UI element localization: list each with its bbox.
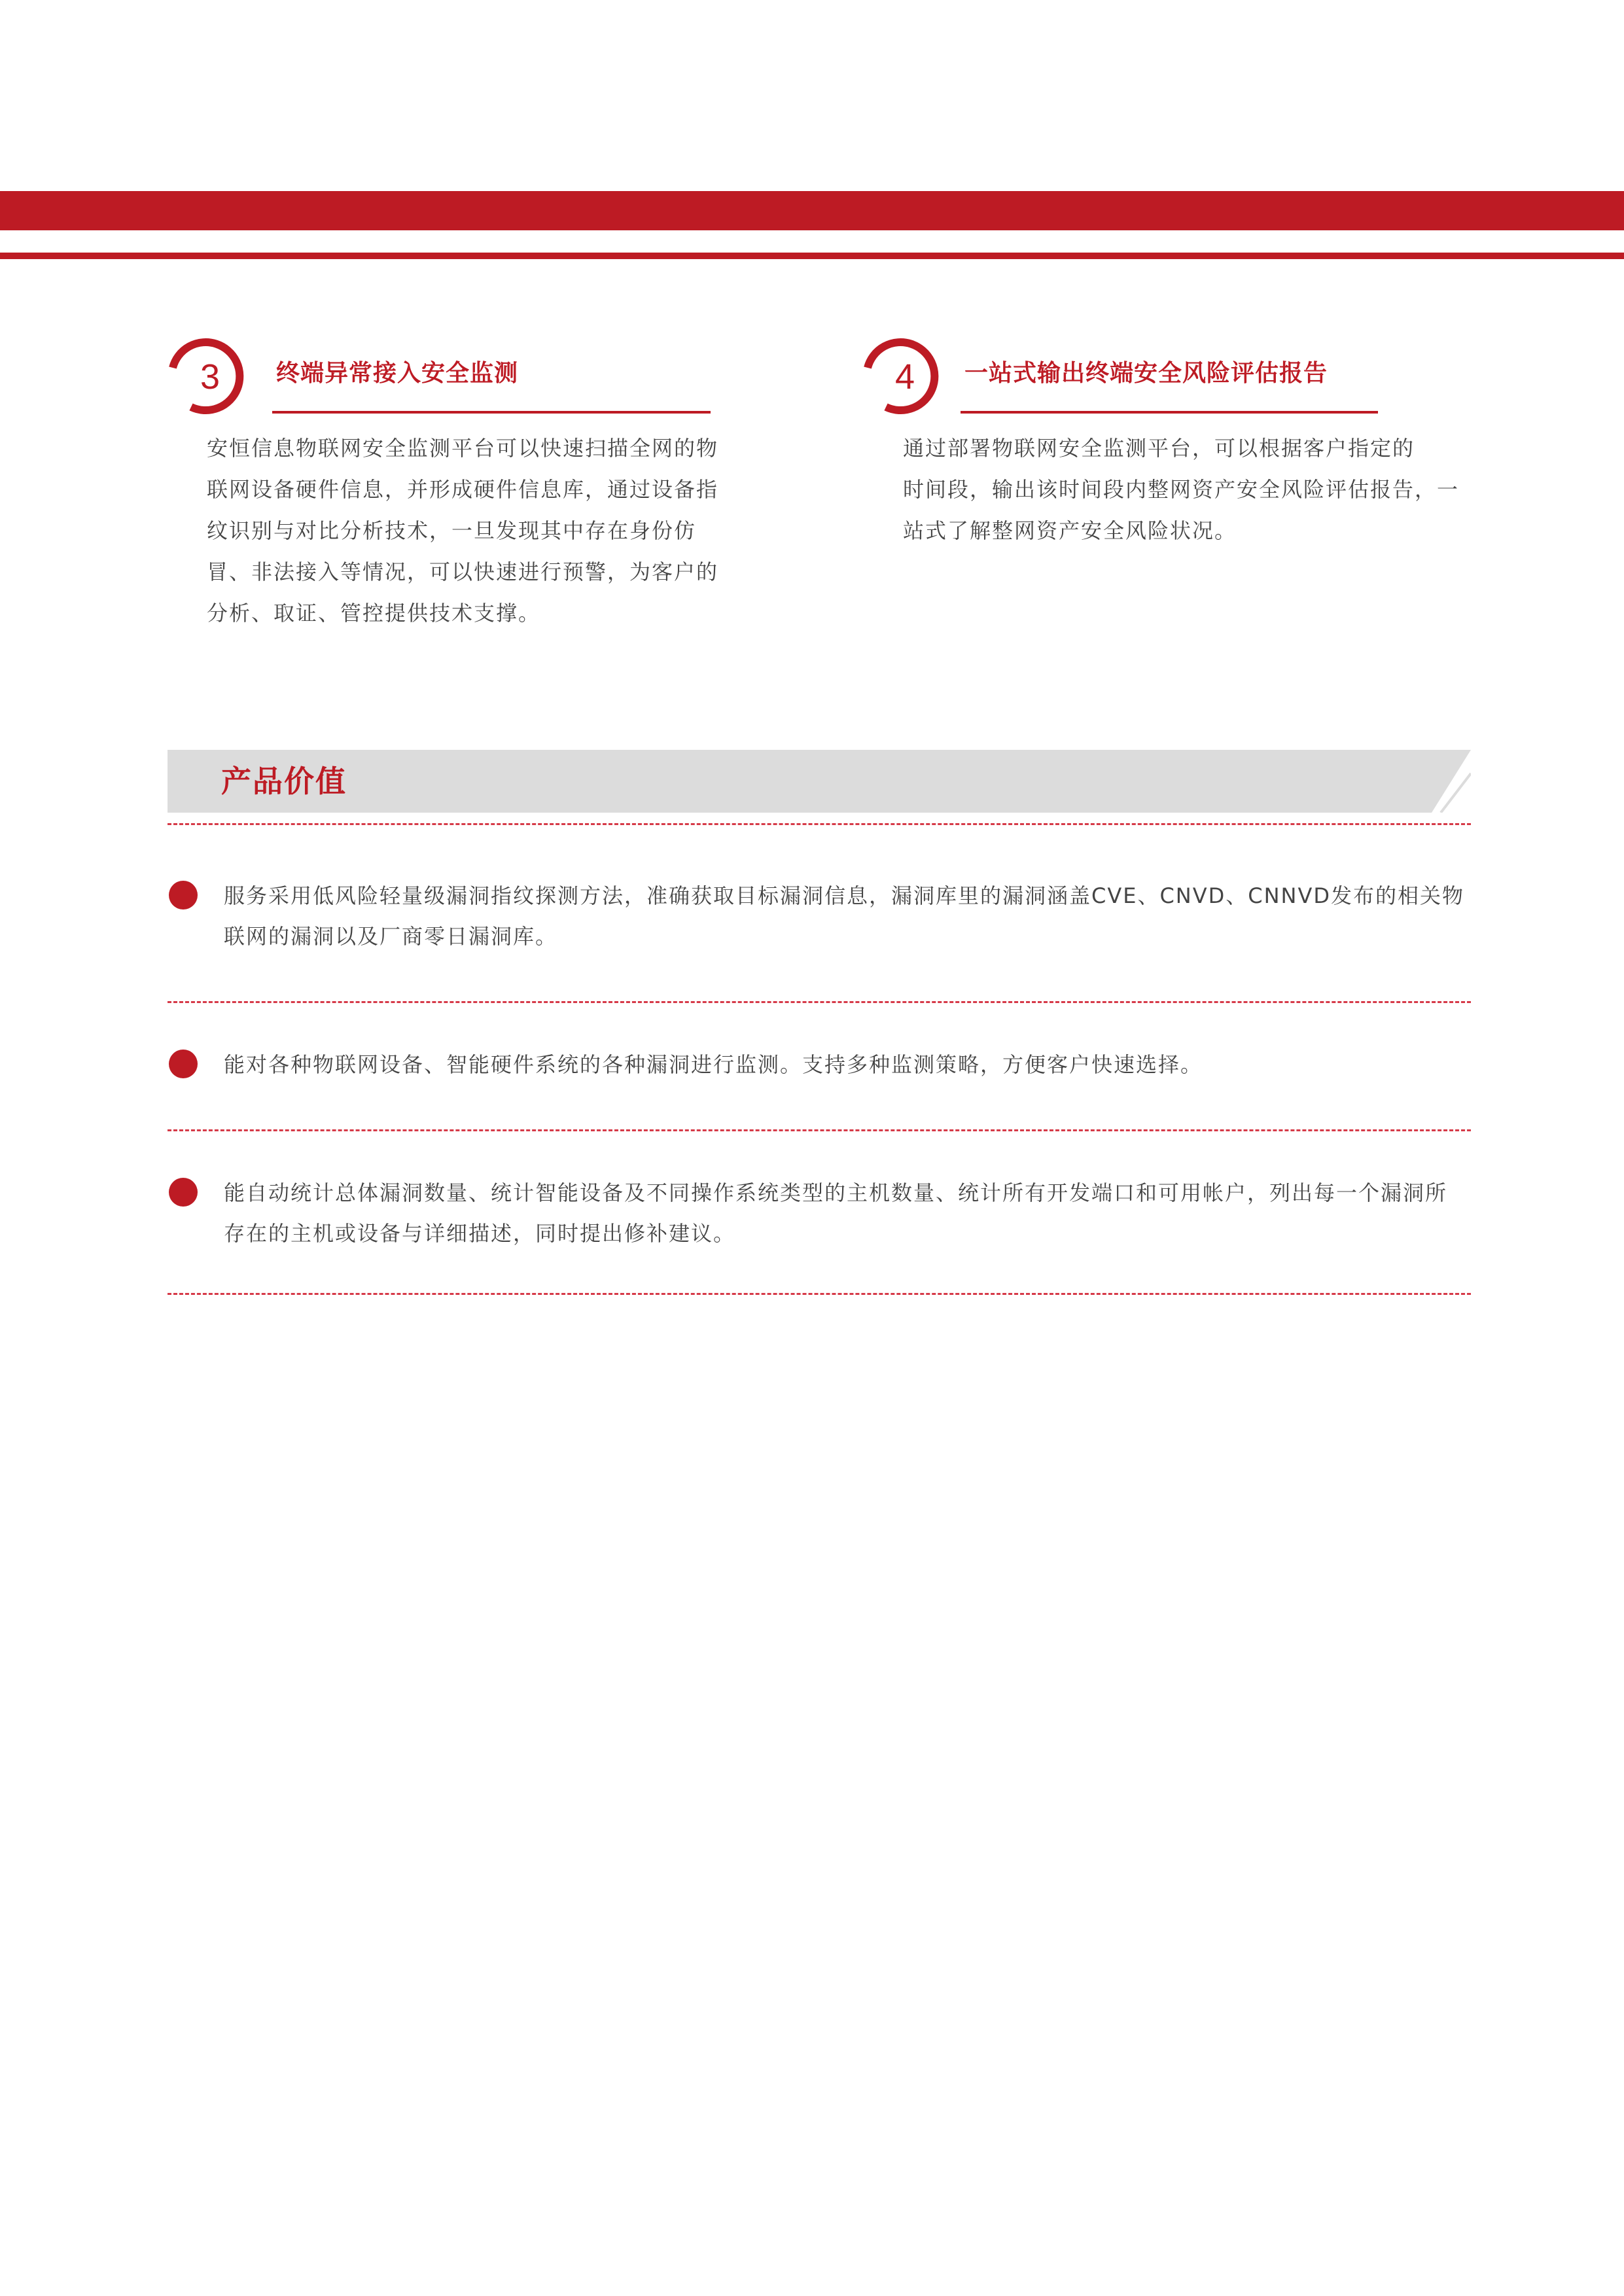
- header-band-thin: [0, 253, 1624, 259]
- list-item-text: 服务采用低风险轻量级漏洞指纹探测方法，准确获取目标漏洞信息，漏洞库里的漏洞涵盖CVE、CNVD、CNNVD发布的相关物联网的漏洞以及厂商零日漏洞库。: [224, 883, 1465, 949]
- divider: [168, 823, 1471, 825]
- bullet-dot-icon: [169, 1178, 198, 1207]
- divider: [168, 1001, 1471, 1003]
- feature-body: [207, 428, 789, 634]
- feature-body: [903, 428, 1485, 552]
- body-line: 冒、非法接入等情况，可以快速进行预警，为客户的: [207, 559, 719, 584]
- body-line: 纹识别与对比分析技术，一旦发现其中存在身份仿: [207, 518, 697, 543]
- section-header-product-value: [168, 750, 1471, 813]
- body-line: 安恒信息物联网安全监测平台可以快速扫描全网的物: [207, 436, 719, 461]
- section-title: 产品价值: [221, 764, 347, 799]
- feature-title: 一站式输出终端安全风险评估报告: [964, 360, 1328, 387]
- body-line: 联网设备硬件信息，并形成硬件信息库，通过设备指: [207, 477, 719, 502]
- body-line: 通过部署物联网安全监测平台，可以根据客户指定的: [903, 436, 1415, 461]
- corner-slash-icon: [1432, 750, 1471, 813]
- bullet-dot-icon: [169, 881, 198, 910]
- feature-title-underline: [272, 411, 711, 414]
- header-band-thick: [0, 191, 1624, 230]
- feature-number: 4: [894, 357, 915, 397]
- divider: [168, 1293, 1471, 1295]
- list-item-text: 能对各种物联网设备、智能硬件系统的各种漏洞进行监测。支持多种监测策略，方便客户快速选择。: [224, 1052, 1203, 1077]
- body-line: 分析、取证、管控提供技术支撑。: [207, 601, 541, 626]
- feature-title: 终端异常接入安全监测: [276, 360, 519, 387]
- list-item-text: 能自动统计总体漏洞数量、统计智能设备及不同操作系统类型的主机数量、统计所有开发端口和可用帐户，列出每一个漏洞所存在的主机或设备与详细描述，同时提出修补建议。: [224, 1180, 1448, 1246]
- feature-number: 3: [200, 357, 221, 397]
- divider: [168, 1129, 1471, 1131]
- bullet-dot-icon: [169, 1050, 198, 1078]
- feature-title-underline: [961, 411, 1378, 414]
- body-line: 站式了解整网资产安全风险状况。: [903, 518, 1237, 543]
- feature-4: [862, 338, 1491, 560]
- body-line: 时间段，输出该时间段内整网资产安全风险评估报告，一: [903, 477, 1460, 502]
- feature-3: [168, 338, 789, 639]
